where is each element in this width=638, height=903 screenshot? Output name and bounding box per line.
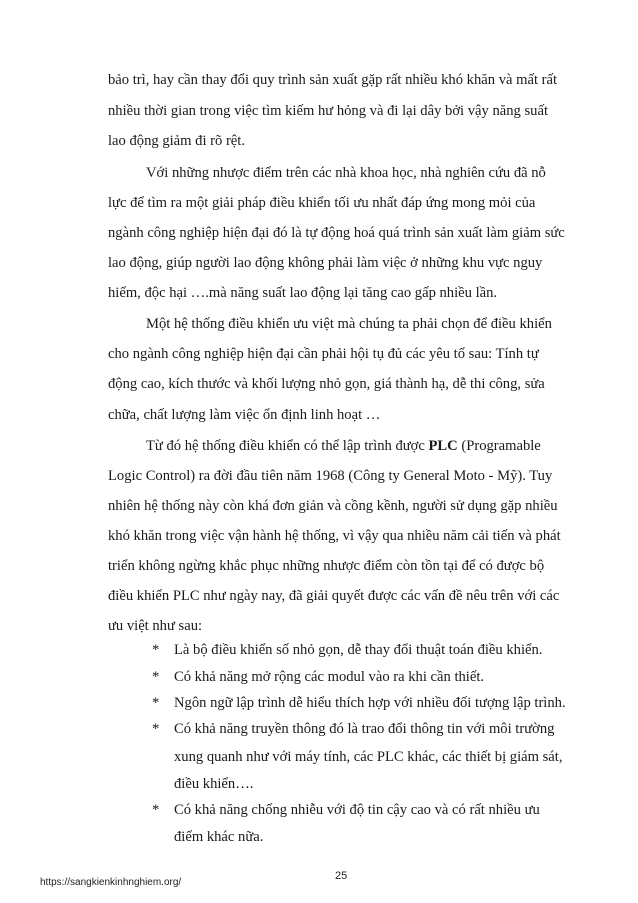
bullet-marker: * [152, 721, 160, 737]
bullet-item: Có khả năng truyền thông đó là trao đổi thông tin với môi trường [174, 721, 555, 737]
body-line: triển không ngừng khắc phục những nhược điểm còn tồn tại để có được bộ [108, 558, 545, 574]
bullet-marker: * [152, 642, 160, 658]
body-line: khó khăn trong việc vận hành hệ thống, vì vậy qua nhiều năm cải tiến và phát [108, 528, 561, 544]
body-line: lao động giảm đi rõ rệt. [108, 133, 245, 149]
bullet-item: Có khả năng chống nhiễu với độ tin cậy cao và có rất nhiều ưu [174, 802, 540, 818]
plc-bold-term: PLC [428, 438, 458, 454]
body-line: Logic Control) ra đời đầu tiên năm 1968 (Công ty General Moto - Mỹ). Tuy [108, 468, 553, 484]
bullet-item: Có khả năng mở rộng các modul vào ra khi cần thiết. [174, 669, 485, 685]
footer-url[interactable]: https://sangkienkinhnghiem.org/ [40, 877, 182, 888]
body-text: (Programable [457, 438, 541, 454]
bullet-marker: * [152, 669, 160, 685]
body-line: lực để tìm ra một giải pháp điều khiển tối ưu nhất đáp ứng mong mỏi của [108, 195, 536, 211]
body-line: điều khiển PLC như ngày nay, đã giải quyết được các vấn đề nêu trên với các [108, 588, 560, 604]
page-number: 25 [335, 870, 348, 882]
bullet-marker: * [152, 802, 160, 818]
body-line: động cao, kích thước và khối lượng nhỏ gọn, giá thành hạ, dễ thi công, sửa [108, 376, 545, 392]
body-line: Một hệ thống điều khiển ưu việt mà chúng ta phải chọn để điều khiển [146, 316, 552, 332]
bullet-item-continued: điểm khác nữa. [174, 829, 264, 845]
body-line: cho ngành công nghiệp hiện đại cần phải hội tụ đủ các yêu tố sau: Tính tự [108, 346, 539, 362]
bullet-item: Ngôn ngữ lập trình dễ hiểu thích hợp với nhiều đối tượng lập trình. [174, 695, 566, 711]
body-line: ưu việt như sau: [108, 618, 203, 634]
body-line: ngành công nghiệp hiện đại đó là tự động hoá quá trình sản xuất làm giảm sức [108, 225, 565, 241]
body-line [146, 436, 541, 456]
bullet-item: Là bộ điều khiển số nhỏ gọn, dễ thay đổi thuật toán điều khiển. [174, 642, 543, 658]
bullet-marker: * [152, 695, 160, 711]
bullet-item-continued: điều khiển…. [174, 776, 254, 792]
body-line: Với những nhược điểm trên các nhà khoa học, nhà nghiên cứu đã nỗ [146, 165, 546, 181]
body-line: chữa, chất lượng làm việc ổn định linh hoạt … [108, 407, 381, 423]
body-line: lao động, giúp người lao động không phải làm việc ở những khu vực nguy [108, 255, 543, 271]
body-line: hiểm, độc hại ….mà năng suất lao động lại tăng cao gấp nhiều lần. [108, 285, 498, 301]
body-line: nhiều thời gian trong việc tìm kiếm hư hỏng và đi lại dây bởi vậy năng suất [108, 103, 548, 119]
body-line: bảo trì, hay cần thay đổi quy trình sản xuất gặp rất nhiều khó khăn và mất rất [108, 72, 558, 88]
bullet-item-continued: xung quanh như với máy tính, các PLC khác, các thiết bị giám sát, [174, 749, 563, 765]
body-line: nhiên hệ thống này còn khá đơn giản và cồng kềnh, người sử dụng gặp nhiều [108, 498, 558, 514]
body-text: Từ đó hệ thống điều khiển có thể lập trình được [146, 438, 429, 454]
